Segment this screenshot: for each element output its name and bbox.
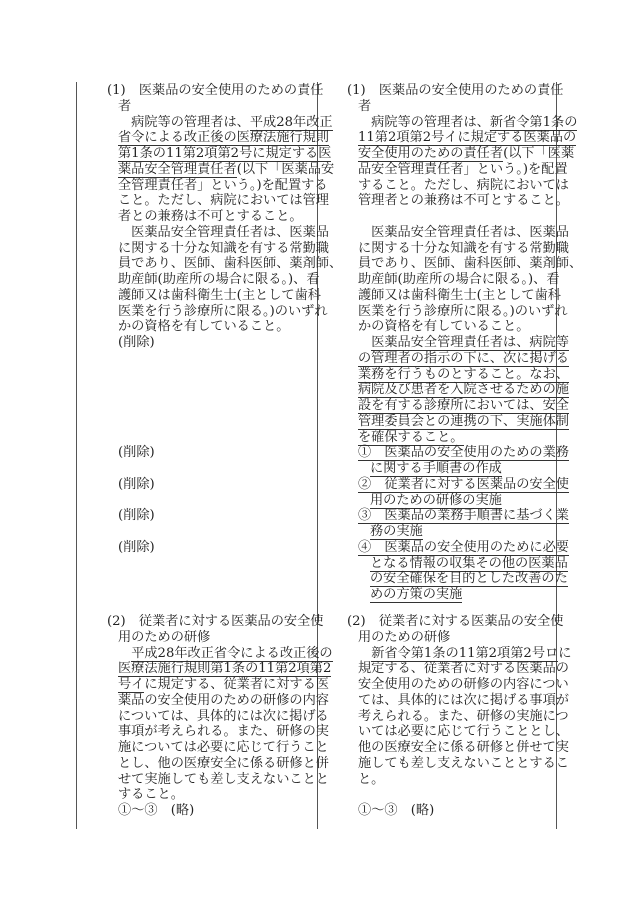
text: 者 [118, 98, 132, 114]
right-section2-line [358, 646, 571, 661]
right-section1-line [370, 461, 502, 476]
right-section1-line [358, 99, 371, 114]
right-section1-line [358, 382, 569, 397]
right-section1-line [358, 445, 569, 460]
left-section1-line [118, 288, 321, 303]
right-section2-line [358, 724, 569, 739]
text: (削除) [118, 539, 155, 555]
underlined-text: となる情報の収集その他の医薬品 [370, 555, 568, 571]
left-section1-line [118, 178, 328, 193]
left-section1-line [118, 304, 328, 319]
right-section1-line [358, 115, 577, 130]
left-section1-line [118, 335, 155, 350]
text: 用のための研修 [358, 629, 451, 645]
text: かの資格を有していること。 [358, 319, 530, 335]
left-section1-line [118, 445, 155, 460]
right-section1-line [358, 319, 529, 334]
right-section1-line [358, 477, 569, 492]
text: 品安全管理責任者」という。)を配置 [358, 161, 568, 177]
text: 施しても差し支えないこととするこ [358, 755, 569, 771]
text: 他の医療安全に係る研修と併せて実 [358, 740, 569, 755]
text: に関する十分な知識を有する常勤職 [358, 240, 569, 256]
text: (以下「医薬品安 [236, 161, 335, 177]
text: に [558, 645, 572, 661]
left-section1-line [118, 477, 155, 492]
text: 医業を行う診療所に限る。)のいずれ [358, 303, 568, 319]
text: いては必要に応じて行うこととし、 [358, 724, 569, 740]
right-section2-line [358, 677, 569, 692]
text: 全管理責任者」という。)を配置する [118, 177, 328, 193]
text: 規定する、従業者に対する医薬品の [358, 661, 569, 677]
text: (以下「医薬 [503, 146, 575, 161]
underlined-text: 第1条の11第2項第2号に規定する医 [118, 146, 332, 161]
left-section1-line [118, 508, 155, 523]
underlined-text: 設を有する診療所においては、安全 [358, 398, 569, 413]
right-section2-line [358, 756, 569, 771]
left-section2-line [118, 693, 329, 708]
right-section1-line [358, 130, 576, 145]
text: せて実施しても差し支えないことと [118, 771, 329, 787]
left-section2-line [118, 646, 333, 661]
underlined-text: を確保すること。 [358, 429, 464, 445]
right-section1-line [358, 540, 569, 555]
text: 安全使用のための研修の内容につい [358, 677, 569, 692]
left-section2-line [118, 756, 329, 771]
right-section2-line [358, 803, 434, 818]
text: (削除) [118, 476, 155, 492]
right-section1-line [358, 414, 569, 429]
text: すること。 [118, 787, 184, 803]
text: 用のための研修 [118, 629, 211, 645]
left-section1-line [118, 193, 329, 208]
text: 医薬品安全管理責任者は、医薬品 [118, 224, 329, 240]
underlined-text: ④ 医薬品の安全使用のために必要 [358, 539, 569, 555]
right-section1-line [358, 193, 569, 208]
right-section2-line [358, 693, 569, 708]
left-section2-line [118, 630, 210, 645]
text: (削除) [118, 335, 155, 350]
text [118, 646, 131, 661]
right-section1-line [370, 587, 462, 602]
text: かの資格を有していること。 [118, 319, 290, 335]
table-border-left [76, 82, 77, 829]
underlined-text: 11第2項第2号イに規定する医薬品の [358, 130, 577, 146]
left-section1-line [118, 256, 342, 271]
underlined-text: 安全使用のための責任者 [358, 146, 504, 161]
underlined-text: 薬品安全管理責任者 [118, 161, 237, 177]
right-section1-line [358, 146, 574, 161]
text: 護師又は歯科衛生士(主として歯科 [118, 287, 321, 303]
left-section1-line [118, 319, 289, 334]
text: 医薬品安全管理責任者は、医薬品 [358, 224, 569, 240]
text: 病院等の管理者は、 [118, 114, 250, 130]
underlined-text: 平成28年改正 [249, 114, 333, 130]
text: ①～③ (略) [358, 803, 435, 818]
right-section1-line [358, 241, 569, 256]
right-section1-line [358, 398, 569, 413]
text: 管理者との兼務は不可とすること。 [358, 193, 569, 209]
left-section2-line [107, 614, 324, 629]
right-section2-line [347, 614, 564, 629]
right-section2-line [358, 709, 569, 724]
text: 助産師(助産所の場合に限る。)、看 [118, 272, 320, 287]
left-section2-line [118, 740, 329, 755]
right-section2-line [358, 772, 384, 787]
left-section2-line [118, 772, 329, 787]
right-section1-line [358, 430, 464, 445]
left-section1-line [118, 540, 155, 555]
left-section2-line [118, 709, 329, 724]
right-section1-line [370, 556, 568, 571]
text: (2) 従業者に対する医薬品の安全使 [347, 614, 564, 629]
text: (削除) [118, 445, 155, 461]
text: に関する十分な知識を有する常勤職 [118, 240, 329, 256]
text: に規定する、従業者に対する医 [144, 677, 329, 692]
underlined-text: 新省令第1条の11第2項第2号ロ [371, 645, 559, 661]
right-section1-line [347, 83, 564, 98]
left-section1-line [118, 272, 320, 287]
underlined-text: 省令による改正後の医療法施行規則 [118, 130, 329, 146]
left-section2-line [118, 724, 329, 739]
underlined-text: に関する手順書の作成 [370, 461, 502, 476]
right-section1-line [358, 351, 569, 366]
text: については、具体的には次に掲げる [118, 708, 329, 724]
left-section2-line [118, 787, 184, 802]
right-section2-line [358, 661, 569, 676]
right-section1-line [358, 272, 560, 287]
left-section1-line [118, 225, 329, 240]
underlined-text: ② 従業者に対する医薬品の安全使 [358, 476, 569, 492]
right-section1-line [358, 162, 568, 177]
text [358, 646, 371, 661]
text: 員であり、医師、歯科医師、薬剤師、 [358, 256, 583, 272]
underlined-text: の安全確保を目的とした改善のた [370, 571, 568, 587]
text: 医業を行う診療所に限る。)のいずれ [118, 303, 328, 319]
right-section1-line [370, 524, 423, 539]
underlined-text: 病院及び患者を入院させるための施 [358, 382, 569, 398]
text: (1) 医薬品の安全使用のための責任 [107, 83, 324, 98]
underlined-text: ① 医薬品の安全使用のための業務 [358, 445, 569, 461]
text: とし、他の医療安全に係る研修と併 [118, 755, 329, 771]
underlined-text: の管理者の指示の下に、次に掲げる [358, 350, 569, 366]
underlined-text: 業務を行うものとすること。なお、 [358, 366, 569, 382]
underlined-text: 管理委員会との連携の下、実施体制 [358, 413, 569, 429]
right-section1-line [358, 288, 561, 303]
right-section2-line [358, 740, 569, 755]
text: 薬品の安全使用のための研修の内容 [118, 692, 329, 708]
left-section2-line [118, 803, 194, 818]
underlined-text: ③ 医薬品の業務手順書に基づく業 [358, 508, 569, 524]
text: 施については必要に応じて行うこと [118, 740, 329, 755]
text: 者 [358, 98, 372, 114]
left-section1-line [118, 115, 333, 130]
underlined-text: 医薬品安全管理責任者は、病院等 [371, 335, 569, 350]
left-section2-line [118, 677, 329, 692]
text: 護師又は歯科衛生士(主として歯科 [358, 287, 561, 303]
left-section1-line [118, 209, 303, 224]
text [358, 335, 371, 350]
underlined-text: 号イ [118, 677, 145, 692]
text: 者との兼務は不可とすること。 [118, 209, 303, 224]
right-section1-line [358, 178, 569, 193]
text: 考えられる。また、研修の実施につ [358, 708, 569, 724]
underlined-text: 新省令第1条の [489, 114, 578, 130]
right-section1-line [358, 225, 569, 240]
text: 助産師(助産所の場合に限る。)、看 [358, 272, 560, 287]
underlined-text: 医療法施行規則第1条の11第2項第2 [118, 661, 332, 677]
left-section1-line [118, 130, 329, 145]
left-section2-line [118, 661, 331, 676]
right-section1-line [370, 571, 568, 586]
text: (削除) [118, 508, 155, 524]
underlined-text: 平成28年改正省令による改正後の [131, 645, 333, 661]
text: (2) 従業者に対する医薬品の安全使 [107, 614, 324, 629]
right-section1-line [358, 508, 569, 523]
left-section1-line [118, 99, 131, 114]
text: ては、具体的には次に掲げる事項が [358, 692, 569, 708]
text: (1) 医薬品の安全使用のための責任 [347, 83, 564, 98]
right-section1-line [370, 493, 502, 508]
right-section1-line [358, 335, 569, 350]
right-section1-line [358, 256, 582, 271]
right-section1-line [358, 367, 569, 382]
underlined-text: めの方策の実施 [370, 587, 463, 602]
left-section1-line [118, 241, 329, 256]
right-section2-line [358, 630, 450, 645]
underlined-text: 用のための研修の実施 [370, 492, 502, 508]
text: 病院等の管理者は、 [358, 114, 490, 130]
underlined-text: 務の実施 [370, 524, 423, 539]
left-section1-line [118, 162, 334, 177]
text: ①～③ (略) [118, 803, 195, 818]
right-section1-line [358, 304, 568, 319]
text: すること。ただし、病院においては [358, 177, 569, 193]
text: 員であり、医師、歯科医師、薬剤師、 [118, 256, 343, 272]
left-section1-line [107, 83, 324, 98]
left-section1-line [118, 146, 331, 161]
text: 事項が考えられる。また、研修の実 [118, 724, 329, 740]
text: こと。ただし、病院においては管理 [118, 193, 329, 209]
text: と。 [358, 771, 385, 787]
